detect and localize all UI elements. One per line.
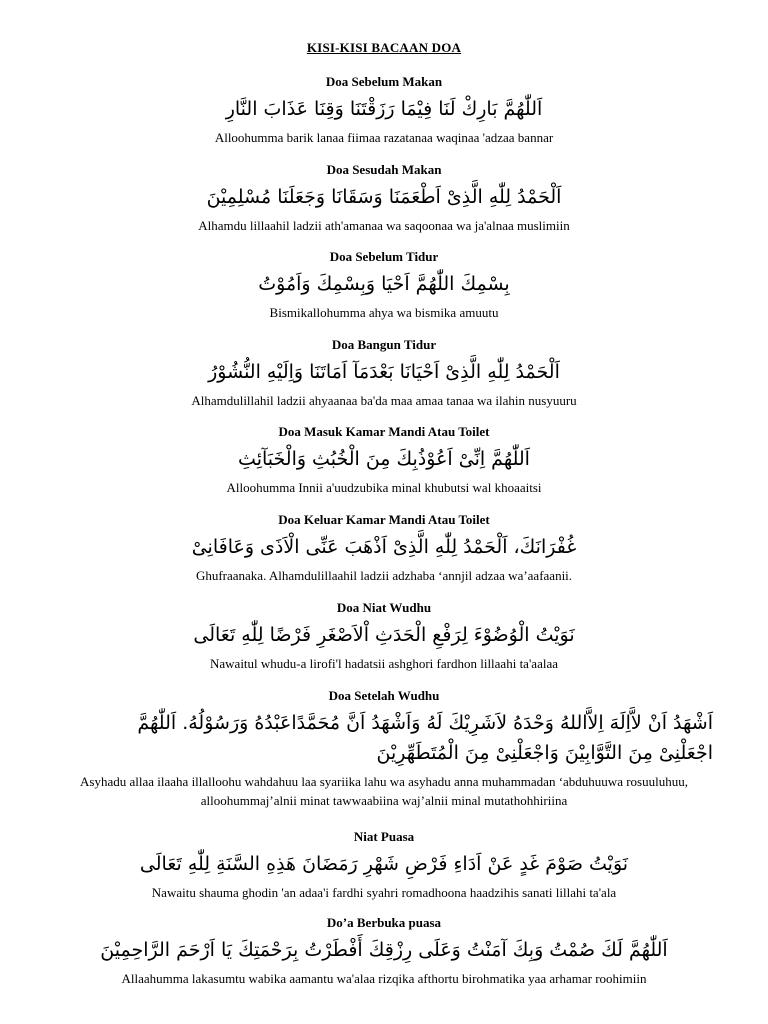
prayer-section-niat-puasa: [0, 829, 768, 902]
section-heading: Doa Sebelum Makan: [325, 74, 443, 89]
arabic-text: بِسْمِكَ اللّٰهُمَّ اَحْيَا وَبِسْمِكَ وَاَمُوْتُ: [258, 273, 510, 295]
section-heading: Niat Puasa: [353, 829, 415, 844]
transliteration-text: Alloohumma barik lanaa fiimaa razatanaa waqinaa 'adzaa bannar: [214, 130, 554, 145]
arabic-text: اَللّٰهُمَّ بَارِكْ لَنَا فِيْمَا رَزَقْتَنَا وَقِنَا عَذَابَ النَّارِ: [225, 98, 543, 120]
prayer-section-makan-sesudah: [0, 162, 768, 235]
arabic-text: اَلْحَمْدُ لِلّٰهِ الَّذِىْ اَحْيَانَا بَعْدَمَآ اَمَاتَنَا وَاِلَيْهِ النُّشُوْرُ: [208, 361, 560, 383]
arabic-text: غُفْرَانَكَ، اَلْحَمْدُ لِلّٰهِ الَّذِىْ اَذْهَبَ عَنِّى الْاَذَى وَعَافَانِىْ: [191, 536, 577, 558]
prayer-section-berbuka-puasa: [0, 915, 768, 988]
arabic-text: نَوَيْتُ صَوْمَ غَدٍ عَنْ اَدَاءِ فَرْضِ شَهْرِ رَمَضَانَ هَذِهِ السَّنَةِ لِلّٰهِ تَعَالَى: [139, 853, 629, 875]
prayer-section-makan-sebelum: [0, 74, 768, 147]
transliteration-text: Alhamdu lillaahil ladzii ath'amanaa wa saqoonaa wa ja'alnaa muslimiin: [198, 218, 570, 233]
section-heading: Doa Niat Wudhu: [336, 600, 432, 615]
prayer-section-niat-wudhu: [0, 600, 768, 673]
prayer-section-bangun-tidur: [0, 337, 768, 410]
section-heading: Do’a Berbuka puasa: [326, 915, 442, 930]
section-heading: Doa Masuk Kamar Mandi Atau Toilet: [278, 424, 490, 439]
section-heading: Doa Sesudah Makan: [326, 162, 442, 177]
document-title: KISI-KISI BACAAN DOA: [306, 40, 462, 55]
transliteration-text: Alloohumma Innii a'uudzubika minal khubutsi wal khoaaitsi: [226, 480, 542, 495]
transliteration-text: Asyhadu allaa ilaaha illalloohu wahdahuu laa syariika lahu wa asyhadu anna muhammadan ‘abduhuuwa rosuuluhuu, alloohummaj’alnii minat tawwaabiina waj’alnii minal mutathohhiriina: [80, 774, 688, 808]
arabic-text: اَللّٰهُمَّ لَكَ صُمْتُ وَبِكَ آمَنْتُ وَعَلَى رِزْقِكَ أَفْطَرْتُ بِرَحْمَتِكَ يَا اَرْحَمَ الرَّاحِمِيْنَ: [100, 939, 668, 961]
section-heading: Doa Keluar Kamar Mandi Atau Toilet: [278, 512, 490, 527]
transliteration-text: Nawaitul whudu-a lirofi'l hadatsii ashghori fardhon lillaahi ta'aalaa: [210, 656, 558, 671]
prayer-section-masuk-toilet: [0, 424, 768, 497]
arabic-text: اَلْحَمْدُ لِلّٰهِ الَّذِىْ اَطْعَمَنَا وَسَقَانَا وَجَعَلَنَا مُسْلِمِيْنَ: [206, 186, 562, 208]
prayer-section-keluar-toilet: [0, 512, 768, 585]
section-heading: Doa Sebelum Tidur: [329, 249, 439, 264]
arabic-text: اَللّٰهُمَّ اِنِّىْ اَعُوْذُبِكَ مِنَ الْخُبُثِ وَالْخَبَآئِثِ: [238, 448, 530, 470]
prayer-section-tidur-sebelum: [0, 249, 768, 322]
section-heading: Doa Bangun Tidur: [331, 337, 437, 352]
transliteration-text: Nawaitu shauma ghodin 'an adaa'i fardhi syahri romadhoona haadzihis sanati lillahi ta'ala: [151, 885, 617, 900]
section-heading: Doa Setelah Wudhu: [328, 688, 440, 703]
transliteration-text: Ghufraanaka. Alhamdulillaahil ladzii adzhaba ‘annjil adzaa wa’aafaanii.: [195, 568, 573, 583]
prayer-section-setelah-wudhu: [0, 688, 768, 810]
transliteration-text: Alhamdulillahil ladzii ahyaanaa ba'da maa amaa tanaa wa ilahin nusyuuru: [191, 393, 577, 408]
transliteration-text: Allaahumma lakasumtu wabika aamantu wa'alaa rizqika afthortu birohmatika yaa arhamar roohimiin: [121, 971, 647, 986]
arabic-text: نَوَيْتُ الْوُضُوْءَ لِرَفْعِ الْحَدَثِ اْلاَصْغَرِ فَرْضًا لِلّٰهِ تَعَالَى: [193, 624, 575, 646]
arabic-text: اَشْهَدُ اَنْ لاَّاِلَهَ اِلاَّاللهُ وَحْدَهُ لاَشَرِيْكَ لَهُ وَاَشْهَدُ اَنَّ مُحَمَّدًاعَبْدُهُ وَرَسُوْلُهُ. اَللّٰهُمَّ اجْعَلْنِىْ مِنَ التَّوَّابِيْنَ وَاجْعَلْنِىْ مِنَ الْمُتَطَهِّرِيْنَ: [137, 712, 713, 764]
transliteration-text: Bismikallohumma ahya wa bismika amuutu: [269, 305, 499, 320]
